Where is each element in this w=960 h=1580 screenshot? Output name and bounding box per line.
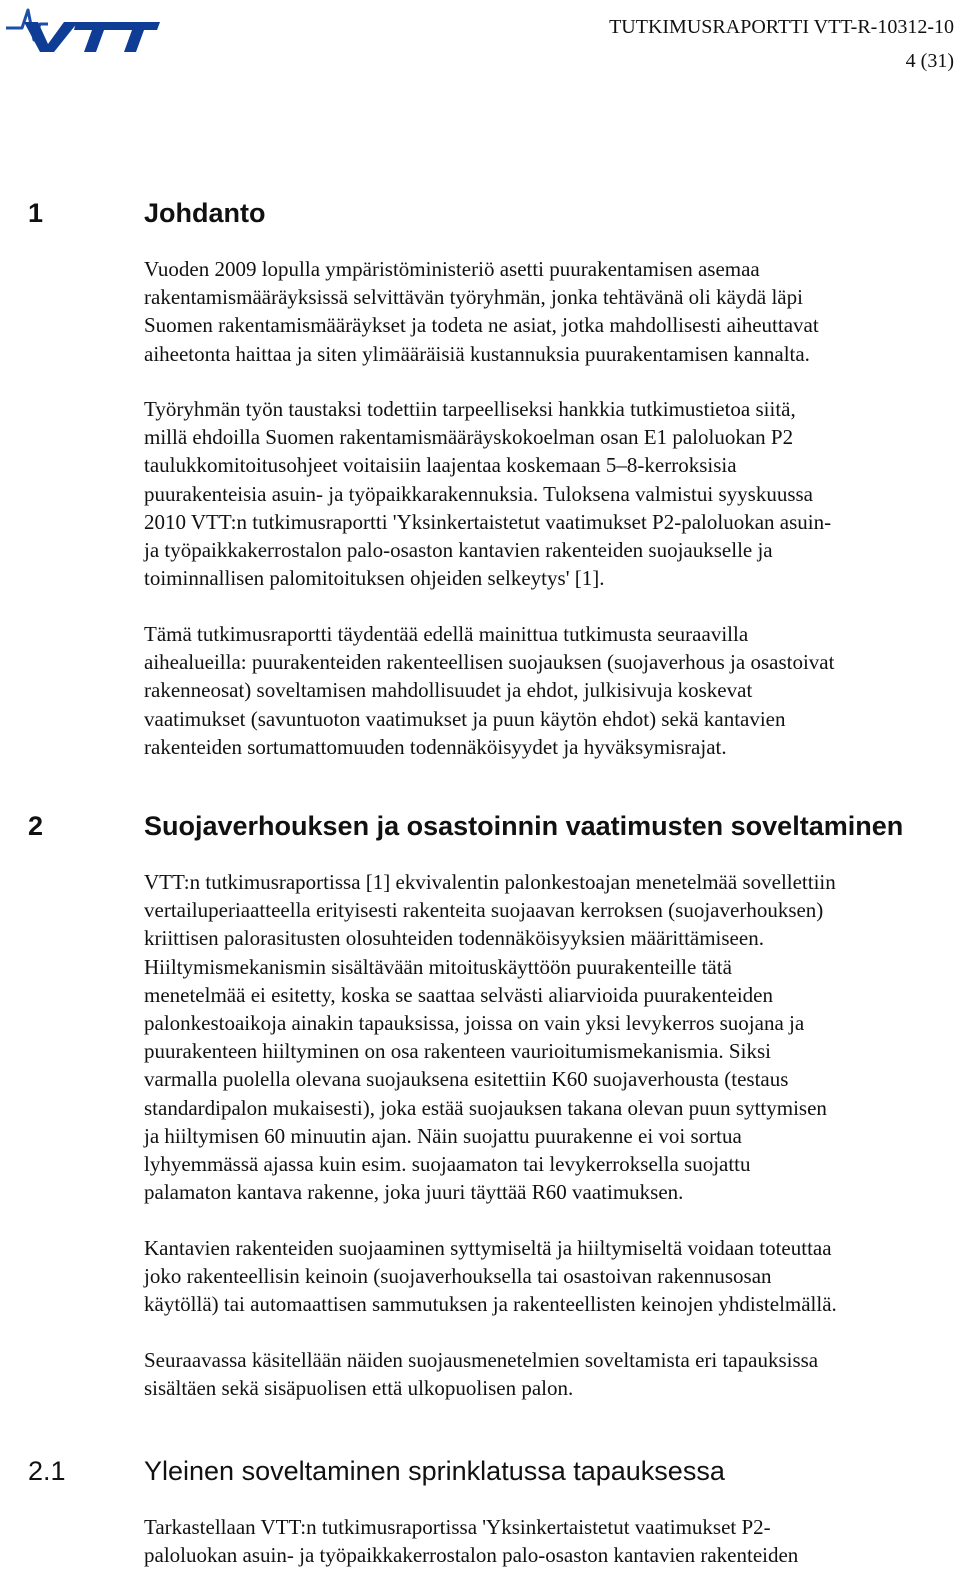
section-title: Yleinen soveltaminen sprinklatussa tapauksessa [144, 1456, 725, 1486]
text-line: puurakenteisia asuin- ja työpaikkarakennuksia. Tuloksena valmistui syyskuussa [144, 481, 813, 506]
text-line: ja työpaikkakerrostalon palo-osaston kantavien rakenteiden suojaukselle ja [144, 538, 773, 563]
text-line: Suomen rakentamismääräykset ja todeta ne asiat, jotka mahdollisesti aiheuttavat [144, 313, 819, 338]
text-line: Seuraavassa käsitellään näiden suojausmenetelmien soveltamista eri tapauksissa [144, 1348, 819, 1372]
text-line: millä ehdoilla Suomen rakentamismääräyskokoelman osan E1 paloluokan P2 [144, 425, 794, 450]
text-line: Kantavien rakenteiden suojaaminen syttymiseltä ja hiiltymiseltä voidaan toteuttaa [144, 1236, 832, 1260]
text-line: vaatimukset (savuntuoton vaatimukset ja puun käytön ehdot) sekä kantavien [144, 706, 786, 731]
text-line: ja hiiltymisen 60 minuutin ajan. Näin suojattu puurakenne ei voi sortua [144, 1123, 742, 1148]
section-number: 2.1 [28, 1456, 66, 1486]
page-number: 4 (31) [905, 50, 954, 72]
text-line: vertailuperiaatteella erityisesti rakenteita suojaavan kerroksen (suojaverhouksen) [144, 898, 824, 923]
section-title: Suojaverhouksen ja osastoinnin vaatimusten soveltaminen [144, 811, 904, 841]
paragraph [144, 868, 952, 1206]
text-line: Tämä tutkimusraportti täydentää edellä mainittua tutkimusta seuraavilla [144, 622, 749, 646]
paragraph [144, 395, 952, 592]
text-line: varmalla puolella olevana suojauksena esitettiin K60 suojaverhousta (testaus [144, 1067, 789, 1092]
text-line: palamaton kantava rakenne, joka juuri täyttää R60 vaatimuksen. [144, 1180, 684, 1205]
page-header [609, 10, 954, 78]
text-line: VTT:n tutkimusraportissa [1] ekvivalentin palonkestoajan menetelmää sovellettiin [144, 870, 836, 894]
text-line: Hiiltymismekanismin sisältävään mitoituskäyttöön puurakenteille tätä [144, 954, 732, 979]
text-line: sisältäen sekä sisäpuolisen että ulkopuolisen palon. [144, 1376, 574, 1401]
paragraph [144, 1513, 952, 1569]
text-line: aihealueilla: puurakenteiden rakenteellisen suojauksen (suojaverhous ja osastoivat [144, 650, 835, 675]
text-line: paloluokan asuin- ja työpaikkakerrostalon palo-osaston kantavien rakenteiden [144, 1543, 799, 1568]
text-line: taulukkomitoitusohjeet voitaisiin laajentaa koskemaan 5–8-kerroksisia [144, 453, 737, 478]
text-line: puurakenteen hiiltyminen on osa rakenteen vaurioitumismekanismia. Siksi [144, 1039, 771, 1064]
text-line: rakenteiden sortumattomuuden todennäköisyydet ja hyväksymisrajat. [144, 734, 727, 759]
text-line: 2010 VTT:n tutkimusraportti 'Yksinkertaistetut vaatimukset P2-paloluokan asuin- [144, 509, 832, 534]
section-number: 2 [28, 811, 44, 841]
paragraph [144, 1234, 952, 1319]
text-line: menetelmää ei esitetty, koska se saattaa selvästi aliarvioida puurakenteiden [144, 982, 773, 1007]
text-line: aiheetonta haittaa ja siten ylimääräisiä kustannuksia puurakentamisen kannalta. [144, 341, 810, 366]
text-line: Työryhmän työn taustaksi todettiin tarpeelliseksi hankkia tutkimustietoa siitä, [144, 397, 796, 421]
section-number: 1 [28, 198, 44, 228]
text-line: lyhyemmässä ajassa kuin esim. suojaamaton tai levykerroksella suojattu [144, 1152, 751, 1177]
text-line: Vuoden 2009 lopulla ympäristöministeriö asetti puurakentamisen asemaa [144, 257, 760, 281]
text-line: käytöllä) tai automaattisen sammutuksen ja rakenteellisten keinojen yhdistelmällä. [144, 1292, 837, 1317]
text-line: palonkestoaikoja ainakin tapauksissa, joissa on vain yksi levykerros suojana ja [144, 1011, 805, 1036]
text-line: joko rakenteellisin keinoin (suojaverhouksella tai osastoivan rakennusosan [144, 1264, 772, 1289]
text-line: kriittisen palorasitusten olosuhteiden todennäköisyyksien määrittämiseen. [144, 926, 764, 951]
paragraph [144, 620, 952, 761]
report-id: TUTKIMUSRAPORTTI VTT-R-10312-10 [609, 16, 954, 38]
paragraph [144, 255, 952, 368]
section-title: Johdanto [144, 198, 266, 228]
text-line: rakenneosat) soveltamisen mahdollisuudet ja ehdot, julkisivuja koskevat [144, 678, 753, 703]
vtt-logo [4, 0, 160, 56]
paragraph [144, 1346, 952, 1402]
text-line: Tarkastellaan VTT:n tutkimusraportissa 'Yksinkertaistetut vaatimukset P2- [144, 1515, 771, 1539]
text-line: rakentamismääräyksissä selvittävän työryhmän, jonka tehtävänä oli käydä läpi [144, 285, 803, 310]
text-line: toiminnallisen palomitoituksen ohjeiden selkeytys' [1]. [144, 566, 605, 591]
text-line: standardipalon mukaisesti), joka estää suojauksen takana olevan puun syttymisen [144, 1095, 827, 1120]
